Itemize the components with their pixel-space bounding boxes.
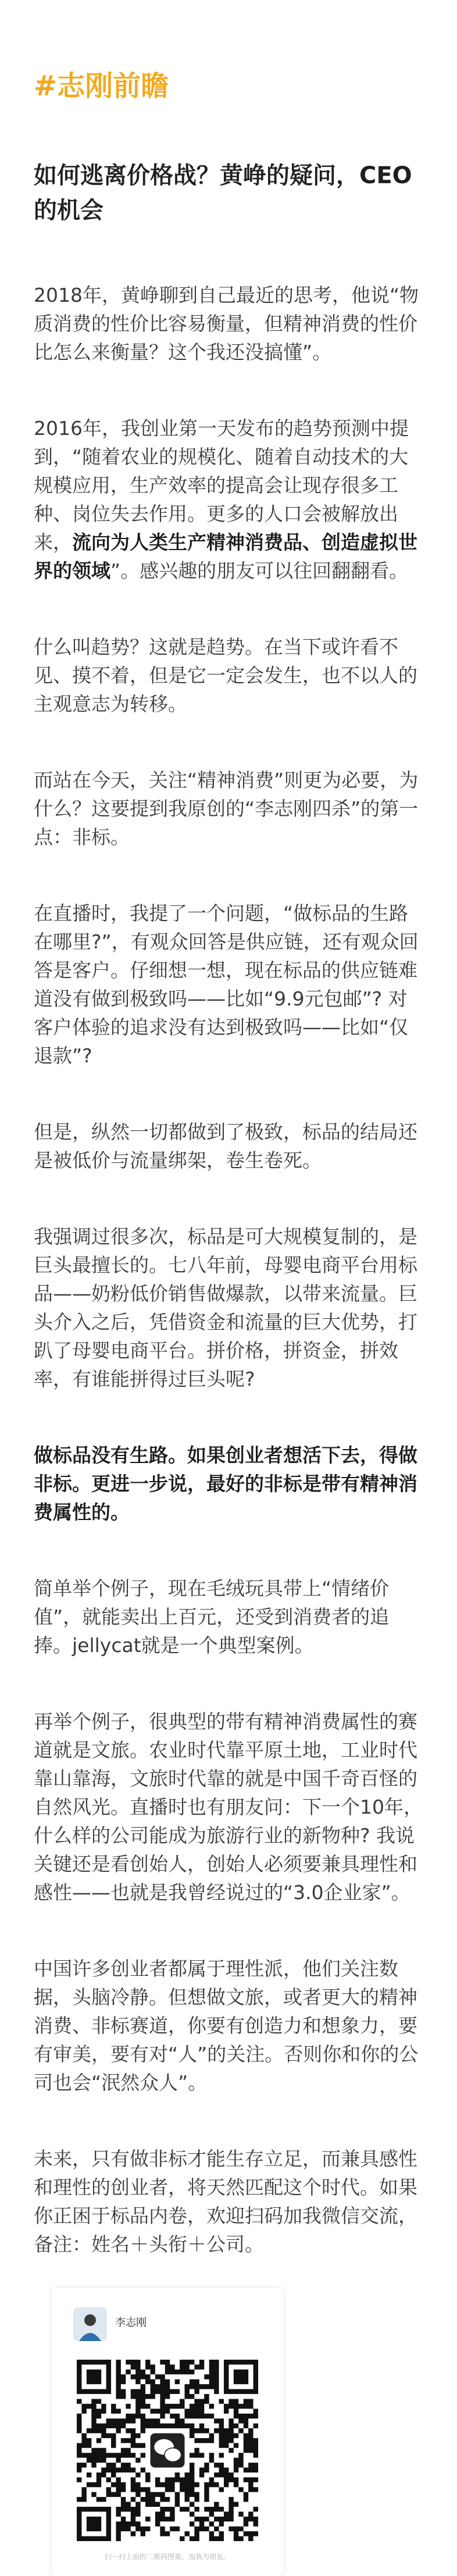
paragraph-2 (34, 414, 423, 585)
article (0, 69, 457, 2576)
paragraph-5: 在直播时，我提了一个问题，“做标品的生路在哪里?”，有观众回答是供应链，还有观众回答是客户。仔细想一想，现在标品的供应链难道没有做到极致吗——比如“9.9元包邮”? 对客户体验的追求没有达到极致吗——比如“仅退款”? (34, 902, 419, 1067)
avatar (73, 2307, 107, 2341)
paragraph-3: 什么叫趋势？这就是趋势。在当下或许看不见、摸不着，但是它一定会发生，也不以人的主观意志为转移。 (34, 636, 417, 715)
paragraph-10: 再举个例子，很典型的带有精神消费属性的赛道就是文旅。农业时代靠平原土地，工业时代靠山靠海，文旅时代靠的就是中国千奇百怪的自然风光。直播时也有朋友问：下一个10年，什么样的公司能成为旅游行业的新物种? 我说关键还是看创始人，创始人必须要兼具理性和感性——也就是我曾经说过的“3.0企业家”。 (34, 1710, 423, 1904)
paragraph-2-post: ”。感兴趣的朋友可以往回翻翻看。 (110, 559, 409, 582)
paragraph-8-bold: 做标品没有生路。如果创业者想活下去，得做非标。更进一步说，最好的非标是带有精神消费属性的。 (34, 1444, 417, 1524)
qr-card-name: 李志刚 (115, 2317, 147, 2328)
paragraph-2-pre: 2016年，我创业第一天发布的趋势预测中提到，“随着农业的规模化、随着自动技术的大规模应用，生产效率的提高会让现存很多工种、岗位失去作用。更多的人口会被解放出来， (34, 417, 409, 554)
wechat-qr-card (51, 2288, 284, 2576)
paragraph-9: 简单举个例子，现在毛绒玩具带上“情绪价值”，就能卖出上百元，还受到消费者的追捧。jellycat就是一个典型案例。 (34, 1577, 390, 1657)
article-title: 如何逃离价格战？黄峥的疑问，CEO的机会 (34, 162, 412, 224)
paragraph-1: 2018年，黄峥聊到自己最近的思考，他说“物质消费的性价比容易衡量，但精神消费的性价比怎么来衡量？这个我还没搞懂”。 (34, 284, 419, 363)
qr-card-hint: 扫一扫上面的二维码图案，加我为朋友。 (104, 2553, 230, 2561)
paragraph-12: 未来，只有做非标才能生存立足，而兼具感性和理性的创业者，将天然匹配这个时代。如果你正困于标品内卷，欢迎扫码加我微信交流，备注：姓名＋头衔＋公司。 (34, 2147, 417, 2256)
paragraph-7: 我强调过很多次，标品是可大规模复制的，是巨头最擅长的。七八年前，母婴电商平台用标品——奶粉低价销售做爆款，以带来流量。巨头介入之后，凭借资金和流量的巨大优势，打趴了母婴电商平台。拼价格，拼资金，拼效率，有谁能拼得过巨头呢? (34, 1225, 417, 1390)
paragraph-8 (34, 1441, 423, 1526)
paragraph-2-bold: 流向为人类生产精神消费品、创造虚拟世界的领域 (34, 531, 417, 582)
article-tag: #志刚前瞻 (34, 70, 169, 102)
paragraph-11: 中国许多创业者都属于理性派，他们关注数据，头脑冷静。但想做文旅，或者更大的精神消费、非标赛道，你要有创造力和想象力，要有审美，要有对“人”的关注。否则你和你的公司也会“泯然众人”。 (34, 1957, 419, 2094)
paragraph-6: 但是，纵然一切都做到了极致，标品的结局还是被低价与流量绑架，卷生卷死。 (34, 1121, 417, 1172)
paragraph-4: 而站在今天，关注“精神消费”则更为必要，为什么？这要提到我原创的“李志刚四杀”的第一点：非标。 (34, 769, 419, 848)
qr-code[interactable] (72, 2360, 263, 2541)
